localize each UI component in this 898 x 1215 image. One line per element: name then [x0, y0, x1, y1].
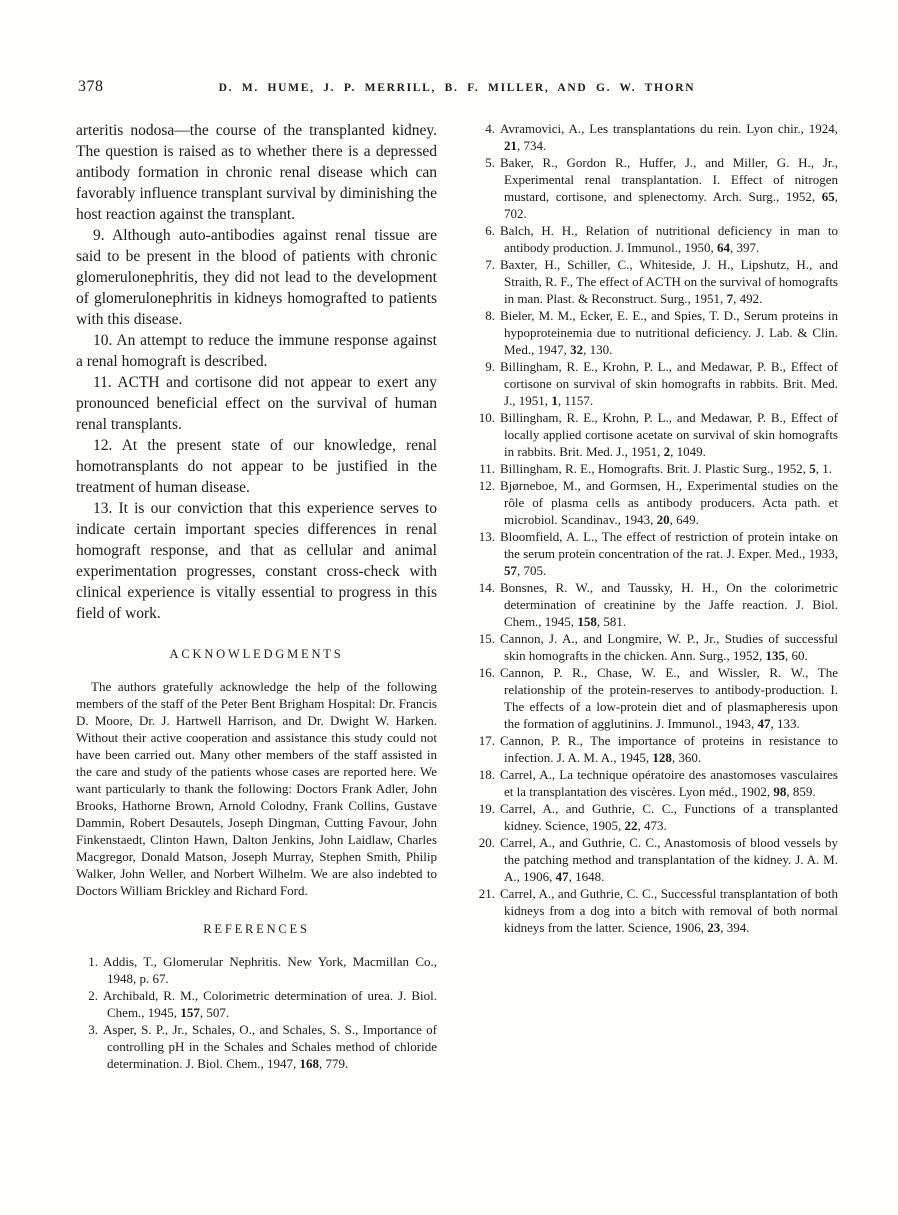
reference-item: [473, 222, 838, 256]
reference-number: 3.: [88, 1022, 98, 1037]
reference-number: 5.: [485, 155, 495, 170]
reference-number: 13.: [478, 529, 495, 544]
reference-item: [473, 460, 838, 477]
reference-text: Bieler, M. M., Ecker, E. E., and Spies, T. D., Serum proteins in hypoproteinemia due to nutritional deficiency. J. Lab. & Clin. Med., 1947, 32, 130.: [500, 308, 838, 357]
reference-item: [473, 154, 838, 222]
reference-number: 21.: [478, 886, 495, 901]
conclusion-item-11: 11. ACTH and cortisone did not appear to exert any pronounced beneficial effect on the survival of human renal transplants.: [76, 374, 437, 433]
reference-item: [473, 766, 838, 800]
page-header: [76, 78, 838, 100]
reference-text: Archibald, R. M., Colorimetric determination of urea. J. Biol. Chem., 1945, 157, 507.: [103, 988, 437, 1020]
reference-number: 18.: [478, 767, 495, 782]
reference-text: Bloomfield, A. L., The effect of restriction of protein intake on the serum protein concentration of the rat. J. Exper. Med., 1933, 57, 705.: [500, 529, 838, 578]
reference-number: 2.: [88, 988, 98, 1003]
reference-number: 12.: [478, 478, 495, 493]
reference-number: 14.: [478, 580, 495, 595]
reference-item: [76, 987, 437, 1021]
reference-text: Billingham, R. E., Krohn, P. L., and Medawar, P. B., Effect of cortisone on survival of skin homografts in rabbits. Brit. Med. J., 1951, 1, 1157.: [500, 359, 838, 408]
reference-item: [473, 409, 838, 460]
reference-text: Asper, S. P., Jr., Schales, O., and Schales, S. S., Importance of controlling pH in the Schales and Schales method of chloride determination. J. Biol. Chem., 1947, 168, 779.: [103, 1022, 437, 1071]
reference-text: Addis, T., Glomerular Nephritis. New York, Macmillan Co., 1948, p. 67.: [103, 954, 437, 986]
references-list-left: [76, 953, 437, 1072]
reference-text: Bonsnes, R. W., and Taussky, H. H., On the colorimetric determination of creatinine by the Jaffe reaction. J. Biol. Chem., 1945, 158, 581.: [500, 580, 838, 629]
reference-number: 10.: [478, 410, 495, 425]
reference-text: Carrel, A., La technique opératoire des anastomoses vasculaires et la transplantation des viscères. Lyon méd., 1902, 98, 859.: [500, 767, 838, 799]
reference-text: Cannon, P. R., Chase, W. E., and Wissler, R. W., The relationship of the protein-reserves to antibody-production. I. The effects of a low-protein diet and of plasmapheresis upon the formation of agglutinins. J. Immunol., 1943, 47, 133.: [500, 665, 838, 731]
reference-item: [473, 477, 838, 528]
acknowledgments-text: The authors gratefully acknowledge the help of the following members of the staff of the Peter Bent Brigham Hospital: Dr. Francis D. Moore, Dr. J. Hartwell Harrison, and Dr. Dwight W. Harken. Without their active cooperation and assistance this study could not have been carried out. Many other members of the staff assisted in the care and study of the patients whose cases are reported here. We want particularly to thank the following: Doctors Frank Adler, John Brooks, Hathorne Brown, Arnold Colodny, Frank Collins, Gustave Dammin, Robert Desautels, Joseph Dingman, Cutting Favour, John Finkenstaedt, Clinton Hawn, Dalton Jenkins, John Laidlaw, Charles Macgregor, Donald Matson, Joseph Murray, Stephen Smith, Philip Walker, John Weller, and Norbert Wilhelm. We are also indebted to Doctors William Brickley and Richard Ford.: [76, 679, 437, 898]
body-text: [76, 120, 437, 624]
reference-text: Bjørneboe, M., and Gormsen, H., Experimental studies on the rôle of plasma cells as antibody producers. Acta path. et microbiol. Scandinav., 1943, 20, 649.: [500, 478, 838, 527]
reference-item: [473, 885, 838, 936]
reference-number: 20.: [478, 835, 495, 850]
acknowledgments-heading: ACKNOWLEDGMENTS: [169, 647, 344, 661]
reference-item: [473, 732, 838, 766]
reference-item: [76, 953, 437, 987]
references-heading: REFERENCES: [203, 922, 310, 936]
reference-item: [473, 120, 838, 154]
paragraph-continuation: arteritis nodosa—the course of the transplanted kidney. The question is raised as to whether there is a depressed antibody formation in chronic renal disease which can favorably influence transplant survival by diminishing the host reaction against the transplant.: [76, 122, 437, 223]
reference-item: [76, 1021, 437, 1072]
reference-number: 11.: [479, 461, 495, 476]
reference-text: Avramovici, A., Les transplantations du rein. Lyon chir., 1924, 21, 734.: [500, 121, 838, 153]
reference-text: Carrel, A., and Guthrie, C. C., Functions of a transplanted kidney. Science, 1905, 22, 473.: [500, 801, 838, 833]
reference-text: Baker, R., Gordon R., Huffer, J., and Miller, G. H., Jr., Experimental renal transplantation. I. Effect of nitrogen mustard, cortisone, and splenectomy. Arch. Surg., 1952, 65, 702.: [500, 155, 838, 221]
conclusion-item-10: 10. An attempt to reduce the immune response against a renal homograft is described.: [76, 332, 437, 370]
references-list-right: [473, 120, 838, 936]
reference-item: [473, 307, 838, 358]
reference-text: Carrel, A., and Guthrie, C. C., Anastomosis of blood vessels by the patching method and transplantation of the kidney. J. A. M. A., 1906, 47, 1648.: [500, 835, 838, 884]
reference-item: [473, 358, 838, 409]
reference-item: [473, 579, 838, 630]
two-column-layout: [76, 120, 838, 1072]
reference-text: Baxter, H., Schiller, C., Whiteside, J. H., Lipshutz, H., and Straith, R. F., The effect of ACTH on the survival of homografts in man. Plast. & Reconstruct. Surg., 1951, 7, 492.: [500, 257, 838, 306]
reference-number: 15.: [478, 631, 495, 646]
reference-text: Carrel, A., and Guthrie, C. C., Successful transplantation of both kidneys from a dog into a bitch with removal of both normal kidneys from the latter. Science, 1906, 23, 394.: [500, 886, 838, 935]
reference-number: 8.: [485, 308, 495, 323]
reference-number: 7.: [485, 257, 495, 272]
reference-text: Balch, H. H., Relation of nutritional deficiency in man to antibody production. J. Immunol., 1950, 64, 397.: [500, 223, 838, 255]
page-number: 378: [78, 78, 104, 95]
reference-number: 16.: [478, 665, 495, 680]
reference-text: Cannon, P. R., The importance of proteins in resistance to infection. J. A. M. A., 1945, 128, 360.: [500, 733, 838, 765]
reference-item: [473, 630, 838, 664]
reference-number: 17.: [478, 733, 495, 748]
reference-number: 6.: [485, 223, 495, 238]
reference-text: Cannon, J. A., and Longmire, W. P., Jr., Studies of successful skin homografts in the chicken. Ann. Surg., 1952, 135, 60.: [500, 631, 838, 663]
reference-text: Billingham, R. E., Homografts. Brit. J. Plastic Surg., 1952, 5, 1.: [500, 461, 832, 476]
reference-item: [473, 256, 838, 307]
conclusion-item-9: 9. Although auto-antibodies against renal tissue are said to be present in the blood of patients with chronic glomerulonephritis, they did not lead to the development of glomerulonephritis in kidneys homografted to patients with this disease.: [76, 227, 437, 328]
reference-number: 1.: [88, 954, 98, 969]
left-column: [76, 120, 437, 1072]
running-head: D. M. HUME, J. P. MERRILL, B. F. MILLER, AND G. W. THORN: [218, 82, 696, 94]
reference-item: [473, 834, 838, 885]
reference-text: Billingham, R. E., Krohn, P. L., and Medawar, P. B., Effect of locally applied cortisone acetate on survival of skin homografts in rabbits. Brit. Med. J., 1951, 2, 1049.: [500, 410, 838, 459]
reference-item: [473, 800, 838, 834]
conclusion-item-13: 13. It is our conviction that this experience serves to indicate certain important species differences in renal homograft response, and that as cellular and animal experimentation progresses, constant cross-check with clinical experience is vitally essential to progress in this field of work.: [76, 500, 437, 622]
reference-item: [473, 664, 838, 732]
conclusion-item-12: 12. At the present state of our knowledge, renal homotransplants do not appear to be justified in the treatment of human disease.: [76, 437, 437, 496]
reference-number: 4.: [485, 121, 495, 136]
reference-number: 9.: [485, 359, 495, 374]
reference-number: 19.: [478, 801, 495, 816]
right-column: [473, 120, 838, 936]
reference-item: [473, 528, 838, 579]
